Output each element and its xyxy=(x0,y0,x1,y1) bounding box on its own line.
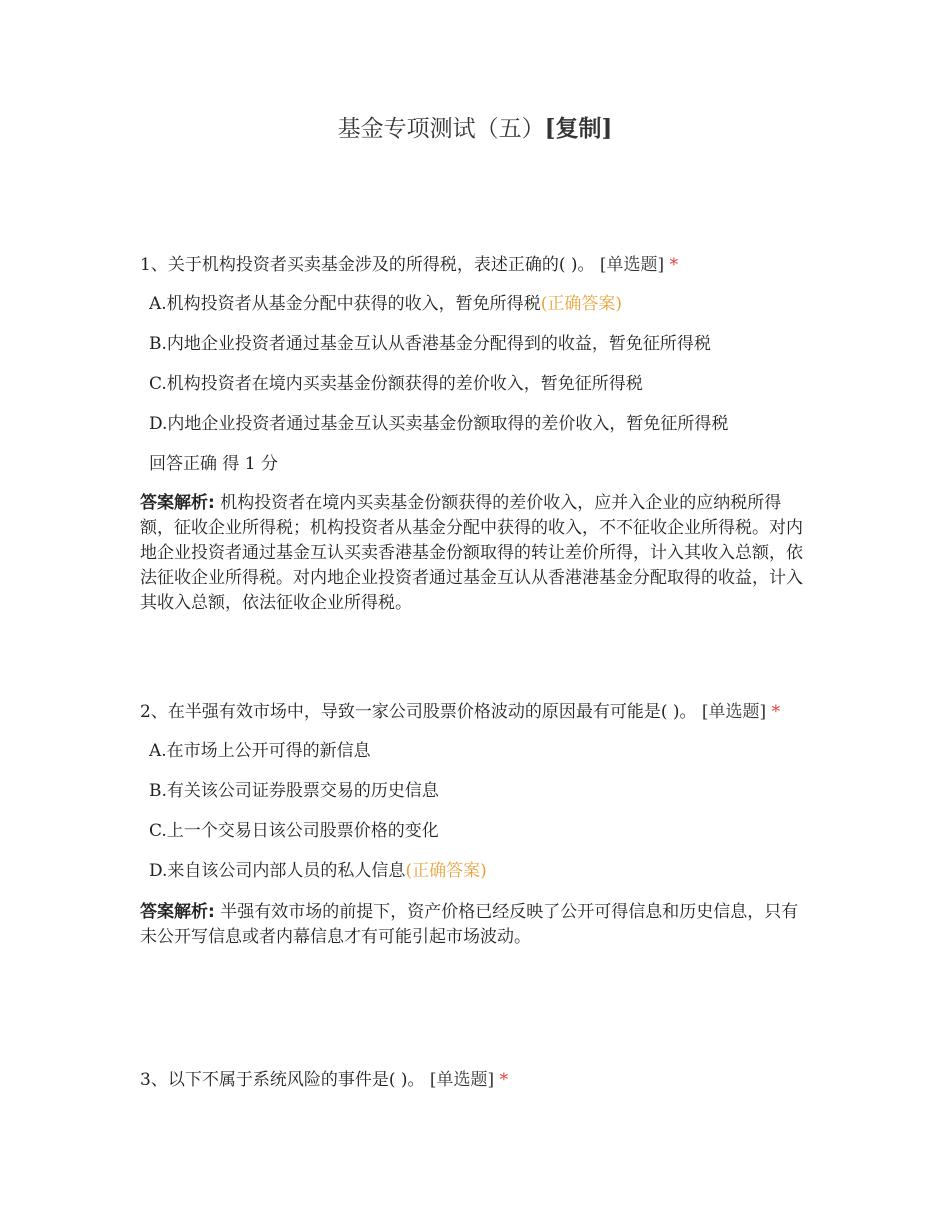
option-b: B.内地企业投资者通过基金互认从香港基金分配得到的收益，暂免征所得税 xyxy=(149,334,711,354)
title-main: 基金专项测试（五） xyxy=(337,116,545,142)
question-type: [单选题] xyxy=(599,255,665,275)
option-a: A.在市场上公开可得的新信息 xyxy=(149,741,371,761)
analysis-text: 机构投资者在境内买卖基金份额获得的差价收入，应并入企业的应纳税所得额，征收企业所得税；机构投资者从基金分配中获得的收入，不不征收企业所得税。对内地企业投资者通过基金互认买卖香港基金份额取得的转让差价所得，计入其收入总额，依法征收企业所得税。对内地企业投资者通过基金互认从香港港基金分配取得的收益，计入其收入总额，依法征收企业所得税。 xyxy=(140,493,803,613)
option-c: C.机构投资者在境内买卖基金份额获得的差价收入，暂免征所得税 xyxy=(149,374,643,394)
page-title xyxy=(0,110,950,143)
option-a: A.机构投资者从基金分配中获得的收入，暂免所得税(正确答案) xyxy=(149,294,622,314)
question-2 xyxy=(140,694,812,950)
option-b: B.有关该公司证券股票交易的历史信息 xyxy=(149,781,439,801)
analysis-label: 答案解析: xyxy=(140,493,215,513)
analysis-text: 半强有效市场的前提下，资产价格已经反映了公开可得信息和历史信息，只有未公开写信息或者内幕信息才有可能引起市场波动。 xyxy=(140,902,799,947)
correct-answer-tag: (正确答案) xyxy=(405,861,487,881)
option-d: D.来自该公司内部人员的私人信息(正确答案) xyxy=(149,861,487,881)
option-d: D.内地企业投资者通过基金互认买卖基金份额取得的差价收入，暂免征所得税 xyxy=(149,414,729,434)
question-type: [单选题] xyxy=(701,702,767,722)
score-line: 回答正确 得 1 分 xyxy=(149,454,279,474)
question-text: 1、关于机构投资者买卖基金涉及的所得税，表述正确的( )。 xyxy=(140,255,595,275)
question-text: 2、在半强有效市场中，导致一家公司股票价格波动的原因最有可能是( )。 xyxy=(140,702,697,722)
question-stem xyxy=(140,694,812,730)
question-1 xyxy=(140,247,812,616)
answer-analysis xyxy=(140,491,812,616)
title-copy-suffix: [复制] xyxy=(544,115,613,142)
question-text: 3、以下不属于系统风险的事件是( )。 xyxy=(140,1070,425,1090)
option-list xyxy=(140,740,812,882)
analysis-label: 答案解析: xyxy=(140,902,215,922)
question-3 xyxy=(140,1062,812,1098)
question-stem xyxy=(140,247,812,283)
required-marker: * xyxy=(499,1070,509,1090)
answer-analysis xyxy=(140,900,812,950)
option-c: C.上一个交易日该公司股票价格的变化 xyxy=(149,821,439,841)
option-list xyxy=(140,293,812,435)
required-marker: * xyxy=(669,255,679,275)
required-marker: * xyxy=(771,702,781,722)
question-type: [单选题] xyxy=(429,1070,495,1090)
correct-answer-tag: (正确答案) xyxy=(540,294,622,314)
question-stem xyxy=(140,1062,812,1098)
